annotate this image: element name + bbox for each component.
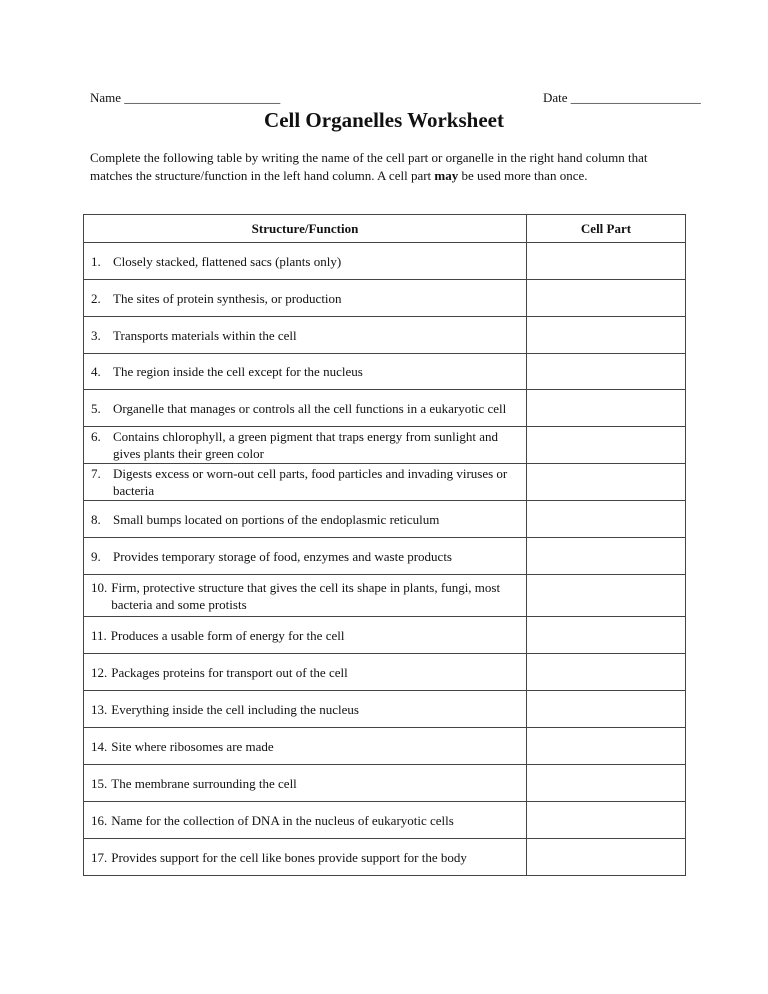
table-row — [84, 802, 686, 839]
table-row — [84, 765, 686, 802]
organelles-table — [83, 214, 686, 876]
item-number: 8. — [91, 511, 101, 527]
item-number: 2. — [91, 290, 101, 306]
date-field[interactable]: Date ____________________ — [543, 90, 701, 105]
cell-part-answer[interactable] — [527, 728, 686, 765]
table-row — [84, 354, 686, 390]
item-number: 3. — [91, 327, 101, 343]
structure-function-cell — [84, 501, 527, 538]
item-number: 1. — [91, 253, 101, 269]
item-number: 13. — [91, 701, 108, 717]
item-number: 6. — [91, 429, 101, 444]
item-number: 17. — [91, 849, 108, 865]
structure-function-cell — [84, 617, 527, 654]
structure-function-cell — [84, 575, 527, 617]
list-item — [91, 812, 520, 829]
cell-part-answer[interactable] — [527, 839, 686, 876]
cell-part-answer[interactable] — [527, 464, 686, 501]
list-item — [91, 363, 520, 380]
list-item — [91, 290, 520, 307]
cell-part-answer[interactable] — [527, 317, 686, 354]
list-item — [91, 775, 520, 792]
item-description: Provides support for the cell like bones provide support for the body — [111, 849, 467, 865]
column-header-cell-part: Cell Part — [527, 215, 686, 243]
item-description: Name for the collection of DNA in the nucleus of eukaryotic cells — [111, 812, 454, 828]
table-row — [84, 427, 686, 464]
item-number: 5. — [91, 400, 101, 416]
item-description: Packages proteins for transport out of the cell — [111, 664, 348, 680]
structure-function-cell — [84, 728, 527, 765]
structure-function-cell — [84, 691, 527, 728]
cell-part-answer[interactable] — [527, 575, 686, 617]
list-item — [91, 400, 520, 417]
table-body — [84, 243, 686, 876]
table-row — [84, 839, 686, 876]
table-row — [84, 728, 686, 765]
list-item — [91, 738, 520, 755]
instructions-emphasis: may — [434, 168, 459, 183]
table-row — [84, 317, 686, 354]
instructions-text-end: be used more than once. — [458, 168, 588, 183]
item-number: 15. — [91, 775, 108, 791]
cell-part-answer[interactable] — [527, 427, 686, 464]
item-number: 9. — [91, 548, 101, 564]
item-number: 16. — [91, 812, 108, 828]
item-description: The sites of protein synthesis, or production — [113, 290, 342, 306]
cell-part-answer[interactable] — [527, 691, 686, 728]
cell-part-answer[interactable] — [527, 538, 686, 575]
structure-function-cell — [84, 390, 527, 427]
structure-function-cell — [84, 765, 527, 802]
column-header-structure-function: Structure/Function — [84, 215, 527, 243]
structure-function-cell — [84, 464, 527, 501]
table-header-row — [84, 215, 686, 243]
list-item — [91, 701, 520, 718]
structure-function-cell — [84, 839, 527, 876]
cell-part-answer[interactable] — [527, 280, 686, 317]
cell-part-answer[interactable] — [527, 765, 686, 802]
structure-function-cell — [84, 243, 527, 280]
item-description: The membrane surrounding the cell — [111, 775, 297, 791]
item-description: Small bumps located on portions of the endoplasmic reticulum — [113, 511, 440, 527]
table-row — [84, 617, 686, 654]
name-field[interactable]: Name ________________________ — [90, 90, 281, 105]
table-row — [84, 538, 686, 575]
table-row — [84, 464, 686, 501]
structure-function-cell — [84, 354, 527, 390]
table-row — [84, 390, 686, 427]
list-item — [91, 253, 520, 270]
structure-function-cell — [84, 317, 527, 354]
item-description: Everything inside the cell including the nucleus — [111, 701, 359, 717]
item-number: 14. — [91, 738, 108, 754]
structure-function-cell — [84, 802, 527, 839]
list-item — [91, 548, 520, 565]
structure-function-cell — [84, 538, 527, 575]
list-item — [91, 627, 520, 644]
table-row — [84, 501, 686, 538]
table-row — [84, 654, 686, 691]
item-description: Provides temporary storage of food, enzymes and waste products — [113, 548, 452, 564]
item-description: Closely stacked, flattened sacs (plants only) — [113, 253, 342, 269]
item-number: 11. — [91, 627, 107, 643]
list-item — [91, 428, 520, 462]
item-description: Organelle that manages or controls all the cell functions in a eukaryotic cell — [113, 400, 507, 416]
table-row — [84, 243, 686, 280]
item-number: 4. — [91, 364, 101, 379]
table-row — [84, 280, 686, 317]
table-row — [84, 691, 686, 728]
structure-function-cell — [84, 654, 527, 691]
cell-part-answer[interactable] — [527, 654, 686, 691]
table-row — [84, 575, 686, 617]
cell-part-answer[interactable] — [527, 243, 686, 280]
item-number: 10. — [91, 579, 108, 595]
list-item — [91, 327, 520, 344]
item-description: Produces a usable form of energy for the cell — [110, 627, 345, 643]
cell-part-answer[interactable] — [527, 354, 686, 390]
list-item — [91, 664, 520, 681]
list-item — [91, 849, 520, 866]
item-description: Digests excess or worn-out cell parts, food particles and invading viruses or bacteria — [113, 466, 508, 498]
instructions-text-start: Complete the following table by writing the name of the cell part or organelle in the right hand column that matches the structure/function in the left hand column. A cell part — [90, 150, 648, 183]
item-description: The region inside the cell except for the nucleus — [113, 364, 363, 379]
list-item — [91, 511, 520, 528]
page-title: Cell Organelles Worksheet — [264, 108, 504, 132]
item-description: Contains chlorophyll, a green pigment that traps energy from sunlight and gives plants their green color — [113, 429, 498, 461]
item-description: Firm, protective structure that gives the cell its shape in plants, fungi, most bacteria and some protists — [111, 579, 501, 612]
structure-function-cell — [84, 280, 527, 317]
cell-part-answer[interactable] — [527, 501, 686, 538]
cell-part-answer[interactable] — [527, 802, 686, 839]
cell-part-answer[interactable] — [527, 390, 686, 427]
item-description: Site where ribosomes are made — [111, 738, 274, 754]
item-number: 12. — [91, 664, 108, 680]
item-description: Transports materials within the cell — [113, 327, 297, 343]
list-item — [91, 579, 520, 613]
instructions — [90, 149, 680, 185]
structure-function-cell — [84, 427, 527, 464]
list-item — [91, 465, 520, 499]
cell-part-answer[interactable] — [527, 617, 686, 654]
item-number: 7. — [91, 466, 101, 481]
